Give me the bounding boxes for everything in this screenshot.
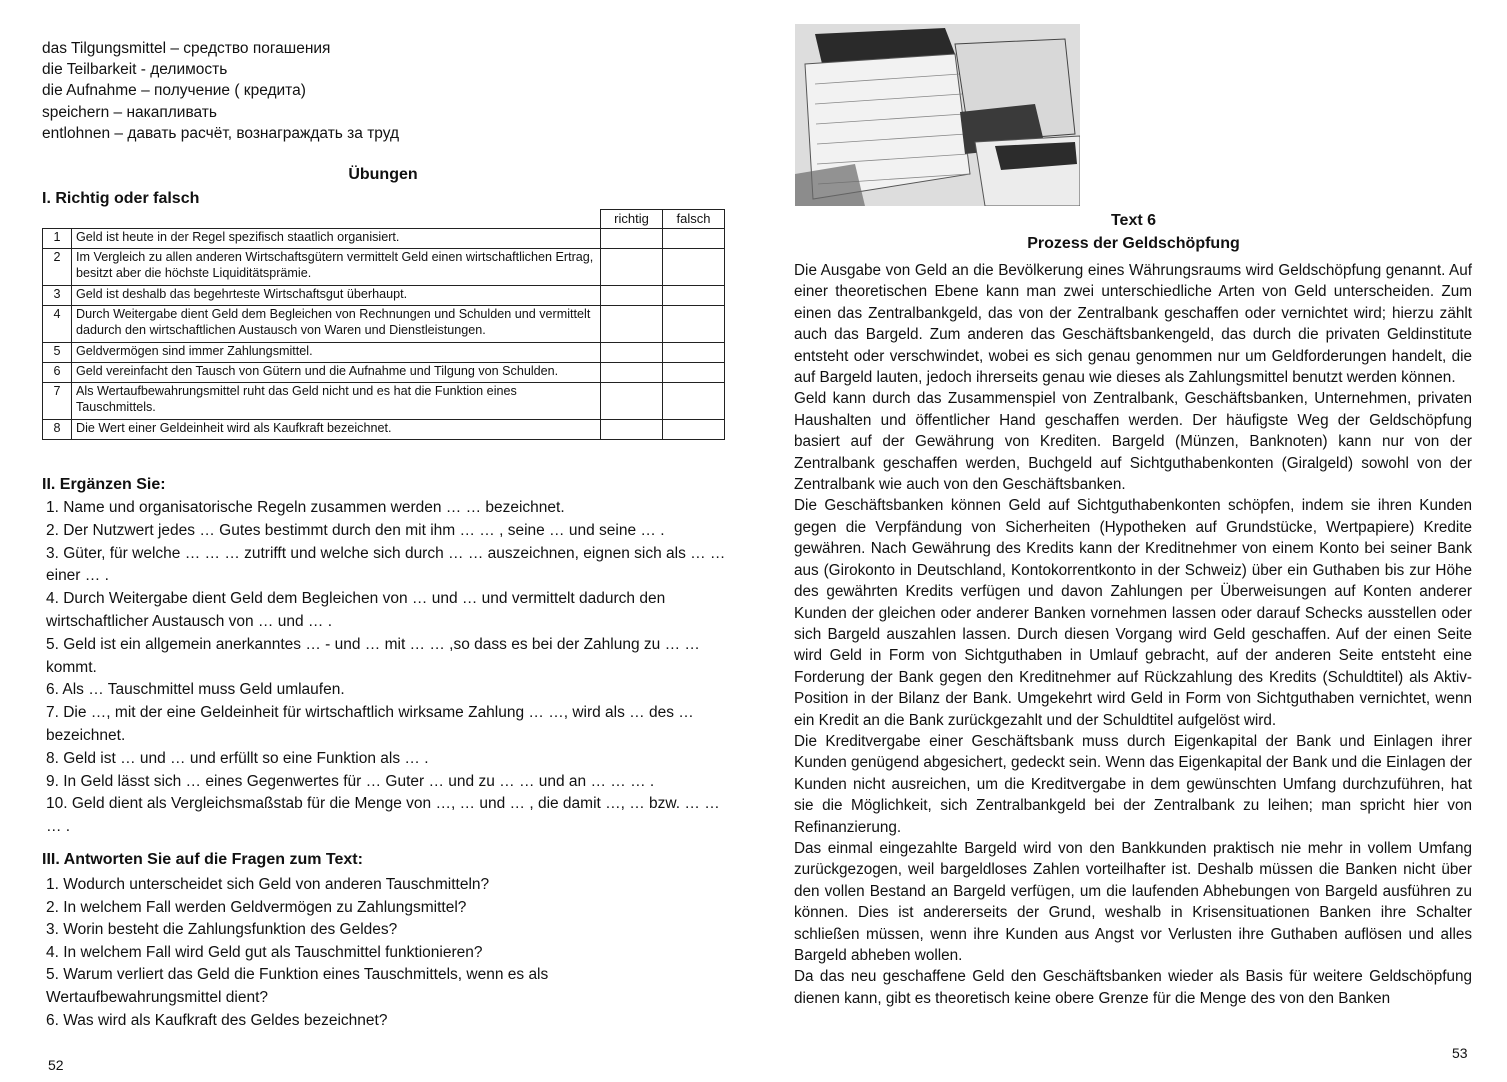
table-header-blank bbox=[43, 210, 601, 229]
list-item: 6. Als … Tauschmittel muss Geld umlaufen. bbox=[46, 681, 345, 699]
paragraph: Da das neu geschaffene Geld den Geschäftsbanken wieder als Basis für weitere Geldschöpfung dienen kann, gibt es theoretisch keine obere Grenze für die Menge des von den Banken bbox=[794, 968, 1472, 1007]
falsch-cell[interactable] bbox=[663, 420, 725, 440]
table-row bbox=[43, 420, 725, 440]
falsch-cell[interactable] bbox=[663, 229, 725, 249]
paragraph: Die Geschäftsbanken können Geld auf Sichtguthabenkonten schöpfen, indem sie ihren Kunden gegen die Verpfändung von Sicherheiten (Hypotheken auf Grundstücke, Wertpapiere) Kredite gewähren. Nach Gewährung des Kredits kann der Kreditnehmer von einem Konto bei seiner Bank aus (Girokonto in Deutschland, Kontokorrentkonto in der Schweiz) über ein Guthaben bis zur Höhe des gewährten Kredits verfügen und davon Zahlungen per Überweisungen auf Konten anderer Kunden der gleichen oder anderer Banken vornehmen lassen oder darauf Schecks ausstellen oder sich Bargeld auszahlen lassen. Durch diesen Vorgang wird Geld geschaffen. Auf der einen Seite wird Geld in Form von Sichtguthaben in Umlauf gebracht, auf der anderen Seite entsteht eine Forderung der Bank gegen den Kreditnehmer auf Rückzahlung des Kredits (Schuldtitel) als Aktiv-Position in der Bilanz der Bank. Umgekehrt wird Geld in Form von Sichtguthaben vernichtet, wenn ein Kredit an die Bank zurückgezahlt und der Schuldtitel aufgelöst wird. bbox=[794, 497, 1472, 729]
row-statement: Geldvermögen sind immer Zahlungsmittel. bbox=[72, 343, 601, 363]
paragraph: Geld kann durch das Zusammenspiel von Zentralbank, Geschäftsbanken, Unternehmen, privaten Haushalten und öffentlicher Hand geschaffen werden. Der häufigste Weg der Geldschöpfung basiert auf der Gewährung von Krediten. Bargeld (Münzen, Banknoten) kann nur von der Zentralbank geschaffen werden, Buchgeld auf Sichtguthabenkonten (Giralgeld) sowohl von der Zentralbank wie auch von den Geschäftsbanken. bbox=[794, 390, 1472, 494]
list-item: 2. In welchem Fall werden Geldvermögen zu Zahlungsmittel? bbox=[46, 898, 467, 916]
list-item: 5. Warum verliert das Geld die Funktion eines Tauschmittels, wenn es als Wertaufbewahrungsmittel dient? bbox=[46, 966, 549, 1006]
row-number: 3 bbox=[43, 286, 72, 306]
list-item: 7. Die …, mit der eine Geldeinheit für wirtschaftlich wirksame Zahlung … …, wird als … des … bezeichnet. bbox=[46, 704, 694, 744]
richtig-cell[interactable] bbox=[601, 343, 663, 363]
ubungen-heading: Übungen bbox=[348, 166, 418, 183]
richtig-cell[interactable] bbox=[601, 286, 663, 306]
paragraph: Die Ausgabe von Geld an die Bevölkerung eines Währungsraums wird Geldschöpfung genannt. Auf einer theoretischen Ebene kann man zwei unterschiedliche Arten von Geld unterscheiden. Zum einen das Zentralbankgeld, das von der Zentralbank geschaffen oder vernichtet wird; hierzu zählt auch das Bargeld. Zum anderen das Geschäftsbankengeld, das durch die privaten Geldinstitute entsteht oder verschwindet, wobei es sich genau genommen nur um Geldforderungen handelt, die auf Bargeld lauten, jedoch ihrerseits genau wie dieses als Zahlungsmittel benutzt werden können. bbox=[794, 262, 1472, 387]
richtig-cell[interactable] bbox=[601, 420, 663, 440]
row-number: 1 bbox=[43, 229, 72, 249]
list-item: 3. Güter, für welche … … … zutrifft und welche sich durch … … auszeichnen, eignen sich als … … einer … . bbox=[46, 544, 726, 585]
table-row bbox=[43, 383, 725, 420]
richtig-cell[interactable] bbox=[601, 383, 663, 420]
list-item: 9. In Geld lässt sich … eines Gegenwertes für … Guter … und zu … … und an … … … . bbox=[46, 772, 655, 790]
table-row bbox=[43, 229, 725, 249]
list-item: 8. Geld ist … und … und erfüllt so eine Funktion als … . bbox=[46, 749, 429, 767]
table-row bbox=[43, 286, 725, 306]
richtig-cell[interactable] bbox=[601, 249, 663, 286]
section-2-title: II. Ergänzen Sie: bbox=[42, 476, 166, 493]
row-number: 5 bbox=[43, 343, 72, 363]
row-statement: Geld ist heute in der Regel spezifisch staatlich organisiert. bbox=[72, 229, 601, 249]
row-number: 4 bbox=[43, 306, 72, 343]
table-row bbox=[43, 306, 725, 343]
richtig-cell[interactable] bbox=[601, 363, 663, 383]
row-statement: Die Wert einer Geldeinheit wird als Kaufkraft bezeichnet. bbox=[72, 420, 601, 440]
page-number-right: 53 bbox=[1452, 1045, 1468, 1061]
section-3-title: III. Antworten Sie auf die Fragen zum Text: bbox=[42, 851, 363, 868]
vocabulary-list bbox=[42, 38, 399, 144]
table-row bbox=[43, 249, 725, 286]
vocab-item: die Aufnahme – получение ( кредита) bbox=[42, 82, 306, 100]
row-number: 7 bbox=[43, 383, 72, 420]
list-item: 6. Was wird als Kaufkraft des Geldes bezeichnet? bbox=[46, 1011, 388, 1029]
vocab-item: das Tilgungsmittel – средство погашения bbox=[42, 40, 331, 57]
vocab-item: entlohnen – давать расчёт, вознаграждать за труд bbox=[42, 124, 400, 142]
banknote-photo bbox=[795, 24, 1080, 206]
list-item: 1. Wodurch unterscheidet sich Geld von anderen Tauschmitteln? bbox=[46, 876, 490, 893]
table-header-row bbox=[43, 210, 725, 229]
falsch-cell[interactable] bbox=[663, 383, 725, 420]
falsch-cell[interactable] bbox=[663, 363, 725, 383]
text-number: Text 6 bbox=[1110, 212, 1157, 229]
falsch-cell[interactable] bbox=[663, 286, 725, 306]
row-statement: Durch Weitergabe dient Geld dem Begleichen von Rechnungen und Schulden und vermittelt dadurch den wirtschaftlichen Austausch von Waren und Dienstleistungen. bbox=[72, 306, 601, 343]
row-statement: Geld vereinfacht den Tausch von Gütern und die Aufnahme und Tilgung von Schulden. bbox=[72, 363, 601, 383]
text-heading bbox=[760, 209, 1507, 255]
row-number: 8 bbox=[43, 420, 72, 440]
vocab-item: speichern – накапливать bbox=[42, 103, 217, 121]
right-page bbox=[760, 0, 1507, 1082]
richtig-cell[interactable] bbox=[601, 229, 663, 249]
list-item: 5. Geld ist ein allgemein anerkanntes … - und … mit … … ,so dass es bei der Zahlung zu … … kommt. bbox=[46, 635, 700, 676]
true-false-table bbox=[42, 209, 725, 440]
list-item: 4. In welchem Fall wird Geld gut als Tauschmittel funktionieren? bbox=[46, 943, 483, 961]
row-statement: Geld ist deshalb das begehrteste Wirtschaftsgut überhaupt. bbox=[72, 286, 601, 306]
falsch-cell[interactable] bbox=[663, 306, 725, 343]
list-item: 1. Name und organisatorische Regeln zusammen werden … … bezeichnet. bbox=[46, 499, 565, 516]
row-statement: Im Vergleich zu allen anderen Wirtschaftsgütern vermittelt Geld einen wirtschaftlichen Ertrag, besitzt aber die höchste Liquiditätsprämie. bbox=[72, 249, 601, 286]
header-richtig: richtig bbox=[601, 210, 663, 229]
table-row bbox=[43, 363, 725, 383]
erganzen-list bbox=[46, 497, 726, 839]
richtig-cell[interactable] bbox=[601, 306, 663, 343]
section-1-title: I. Richtig oder falsch bbox=[42, 190, 200, 207]
row-statement: Als Wertaufbewahrungsmittel ruht das Geld nicht und es hat die Funktion eines Tauschmittels. bbox=[72, 383, 601, 420]
falsch-cell[interactable] bbox=[663, 249, 725, 286]
row-number: 2 bbox=[43, 249, 72, 286]
paragraph: Die Kreditvergabe einer Geschäftsbank muss durch Eigenkapital der Bank und Einlagen ihrer Kunden genügend abgesichert, gedeckt sein. Wenn das Eigenkapital der Bank und die Einlagen der Kunden nicht ausreichen, um die Kreditvergabe in dem gewünschten Umfang durchzuführen, hat sie die Möglichkeit, sich Zentralbankgeld bei der Zentralbank zu leihen; man spricht hier von Refinanzierung. bbox=[794, 732, 1472, 836]
falsch-cell[interactable] bbox=[663, 343, 725, 363]
page-number-left: 52 bbox=[48, 1057, 64, 1073]
list-item: 3. Worin besteht die Zahlungsfunktion des Geldes? bbox=[46, 921, 398, 939]
row-number: 6 bbox=[43, 363, 72, 383]
header-falsch: falsch bbox=[663, 210, 725, 229]
fragen-list bbox=[46, 874, 726, 1032]
text-title: Prozess der Geldschöpfung bbox=[1027, 235, 1240, 252]
vocab-item: die Teilbarkeit - делимость bbox=[42, 61, 228, 79]
paragraph: Das einmal eingezahlte Bargeld wird von den Bankkunden praktisch nie mehr in vollem Umfang zurückgezogen, weil bargeldloses Zahlen vorteilhafter ist. Deshalb müssen die Banken nicht über den vollen Bestand an Bargeld verfügen, um die laufenden Abhebungen von Bargeld ausführen zu können. Dies ist andererseits der Grund, weshalb in Krisensituationen Banken ihre Schalter schließen müssen, wenn ihre Kunden aus Angst vor Verlusten ihre Guthaben auflösen und alles Bargeld abheben wollen. bbox=[794, 839, 1472, 964]
table-row bbox=[43, 343, 725, 363]
article-body bbox=[794, 260, 1472, 1009]
list-item: 4. Durch Weitergabe dient Geld dem Begleichen von … und … und vermittelt dadurch den wirtschaftlicher Austausch von … und … . bbox=[46, 590, 666, 630]
list-item: 10. Geld dient als Vergleichsmaßstab für die Menge von …, … und … , die damit …, … bzw. … … … . bbox=[46, 795, 720, 836]
list-item: 2. Der Nutzwert jedes … Gutes bestimmt durch den mit ihm … … , seine … und seine … . bbox=[46, 521, 665, 539]
